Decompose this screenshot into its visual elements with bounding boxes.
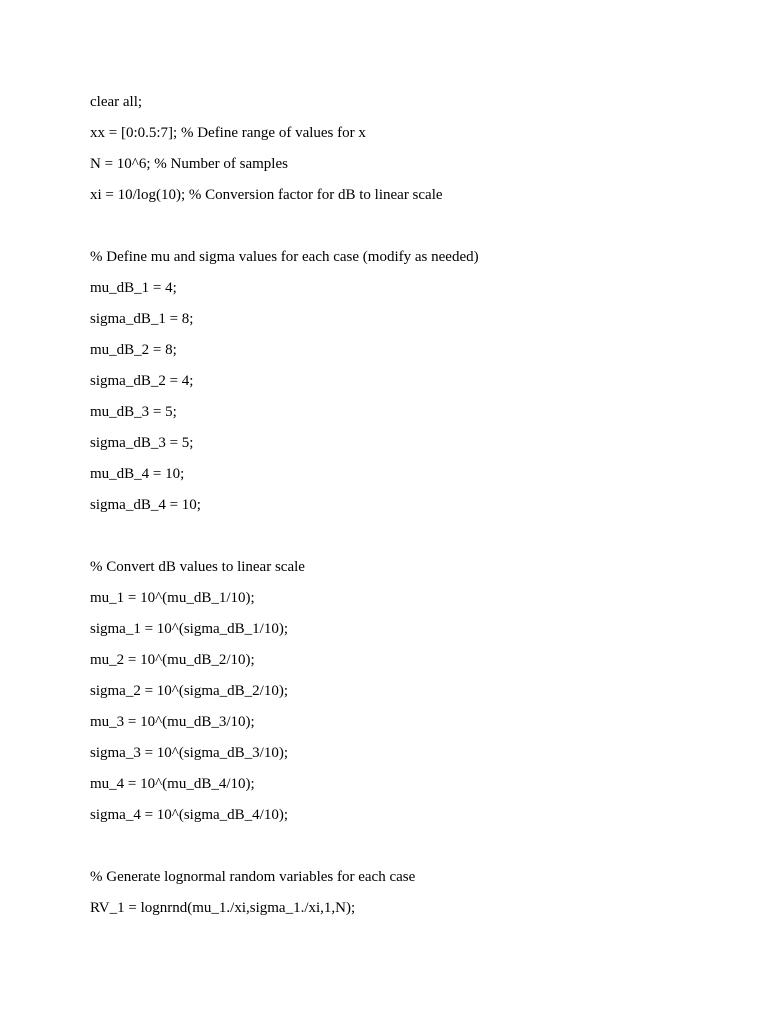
code-line: mu_3 = 10^(mu_dB_3/10); (90, 714, 255, 730)
code-line: mu_dB_2 = 8; (90, 342, 177, 358)
blank-line (90, 213, 730, 244)
code-line: % Convert dB values to linear scale (90, 559, 305, 575)
code-line: xi = 10/log(10); % Conversion factor for dB to linear scale (90, 187, 443, 203)
code-line: sigma_3 = 10^(sigma_dB_3/10); (90, 745, 288, 761)
code-line: mu_dB_3 = 5; (90, 404, 177, 420)
code-line: mu_dB_4 = 10; (90, 466, 185, 482)
code-line: N = 10^6; % Number of samples (90, 156, 288, 172)
code-line: sigma_dB_3 = 5; (90, 435, 194, 451)
blank-line (90, 523, 730, 554)
code-line: mu_4 = 10^(mu_dB_4/10); (90, 776, 255, 792)
code-line: mu_1 = 10^(mu_dB_1/10); (90, 590, 255, 606)
code-line: mu_dB_1 = 4; (90, 280, 177, 296)
code-line: mu_2 = 10^(mu_dB_2/10); (90, 652, 255, 668)
code-line: RV_1 = lognrnd(mu_1./xi,sigma_1./xi,1,N); (90, 900, 356, 916)
code-line: xx = [0:0.5:7]; % Define range of values for x (90, 125, 366, 141)
code-line: sigma_2 = 10^(sigma_dB_2/10); (90, 683, 288, 699)
blank-line (90, 833, 730, 864)
code-line: sigma_1 = 10^(sigma_dB_1/10); (90, 621, 288, 637)
code-listing (90, 89, 730, 926)
code-line: sigma_dB_2 = 4; (90, 373, 194, 389)
code-line: sigma_4 = 10^(sigma_dB_4/10); (90, 807, 288, 823)
code-line: % Define mu and sigma values for each case (modify as needed) (90, 249, 479, 265)
code-line: % Generate lognormal random variables for each case (90, 869, 416, 885)
code-line: sigma_dB_4 = 10; (90, 497, 201, 513)
code-line: sigma_dB_1 = 8; (90, 311, 194, 327)
code-line: clear all; (90, 94, 143, 110)
